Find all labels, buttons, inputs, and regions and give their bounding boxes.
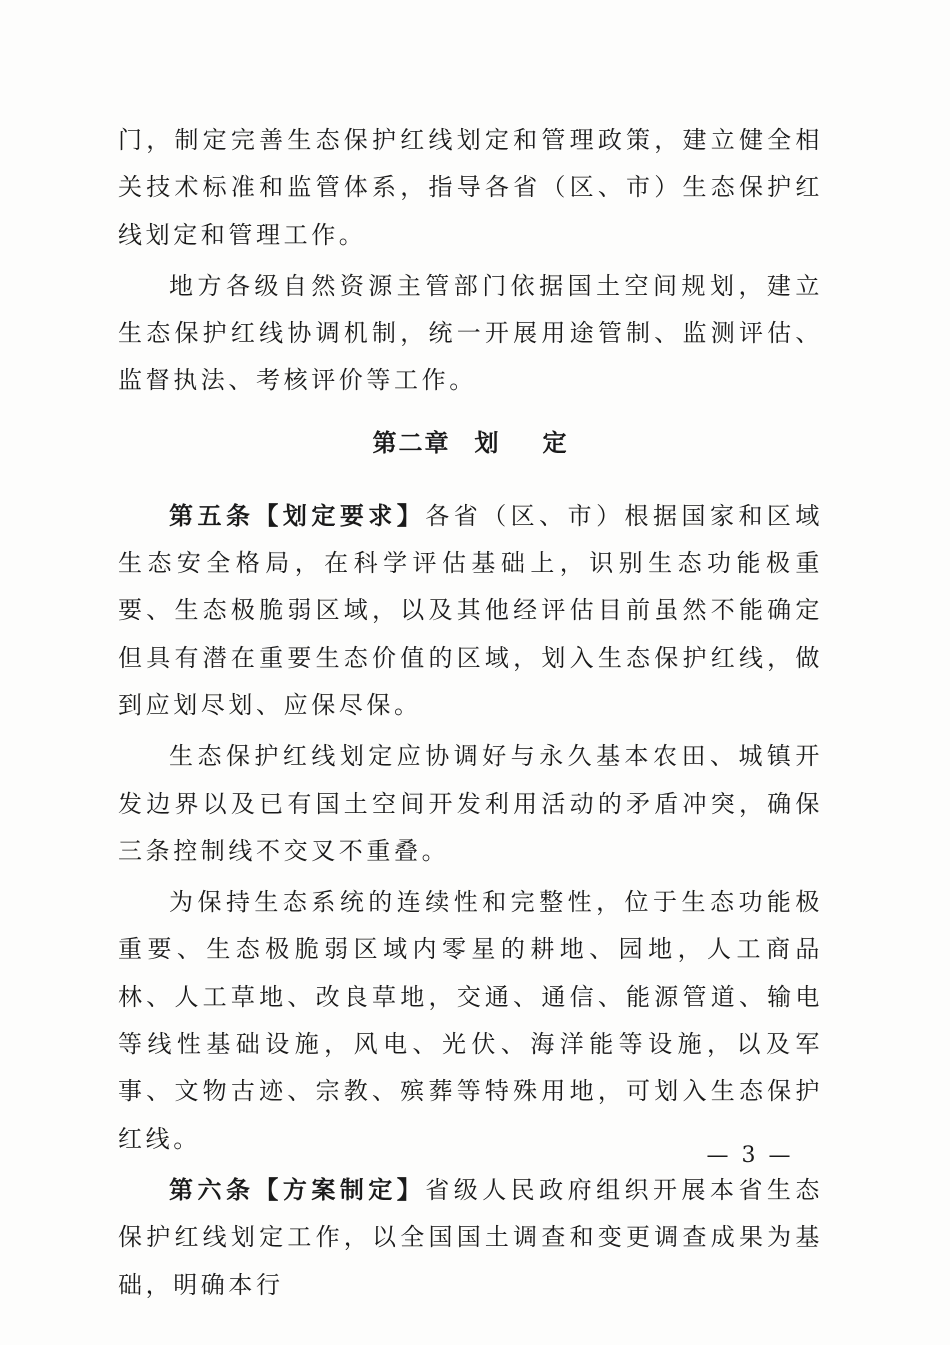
chapter-title-part2: 定 bbox=[542, 428, 569, 457]
paragraph-boundaries: 生态保护红线划定应协调好与永久基本农田、城镇开发边界以及已有国土空间开发利用活动的矛盾冲突，确保三条控制线不交叉不重叠。 bbox=[118, 742, 823, 865]
chapter-number: 第二章 bbox=[372, 428, 451, 457]
article-6-label: 第六条【方案制定】 bbox=[169, 1175, 426, 1204]
chapter-heading bbox=[118, 423, 823, 463]
article-5-text: 各省（区、市）根据国家和区域生态安全格局，在科学评估基础上，识别生态功能极重要、生态极脆弱区域，以及其他经评估目前虽然不能确定但具有潜在重要生态价值的区域，划入生态保护红线，做到应划尽划、应保尽保。 bbox=[118, 501, 823, 719]
article-6-text: 省级人民政府组织开展本省生态保护红线划定工作，以全国国土调查和变更调查成果为基础，明确本行 bbox=[118, 1175, 823, 1299]
chapter-title-part1: 划 bbox=[474, 428, 501, 457]
page-number: — 3 — bbox=[706, 1143, 794, 1168]
article-5-label: 第五条【划定要求】 bbox=[169, 501, 426, 530]
document-body bbox=[118, 117, 823, 1309]
paragraph-continuity: 为保持生态系统的连续性和完整性，位于生态功能极重要、生态极脆弱区域内零星的耕地、园地，人工商品林、人工草地、改良草地，交通、通信、能源管道、输电等线性基础设施，风电、光伏、海洋能等设施，以及军事、文物古迹、宗教、殡葬等特殊用地，可划入生态保护红线。 bbox=[118, 888, 823, 1153]
article-5 bbox=[118, 493, 823, 729]
paragraph-responsibilities-continued: 门，制定完善生态保护红线划定和管理政策，建立健全相关技术标准和监管体系，指导各省（区、市）生态保护红线划定和管理工作。 bbox=[118, 126, 823, 249]
article-6 bbox=[118, 1167, 823, 1309]
paragraph-local-departments: 地方各级自然资源主管部门依据国土空间规划，建立生态保护红线协调机制，统一开展用途管制、监测评估、监督执法、考核评价等工作。 bbox=[118, 271, 823, 395]
